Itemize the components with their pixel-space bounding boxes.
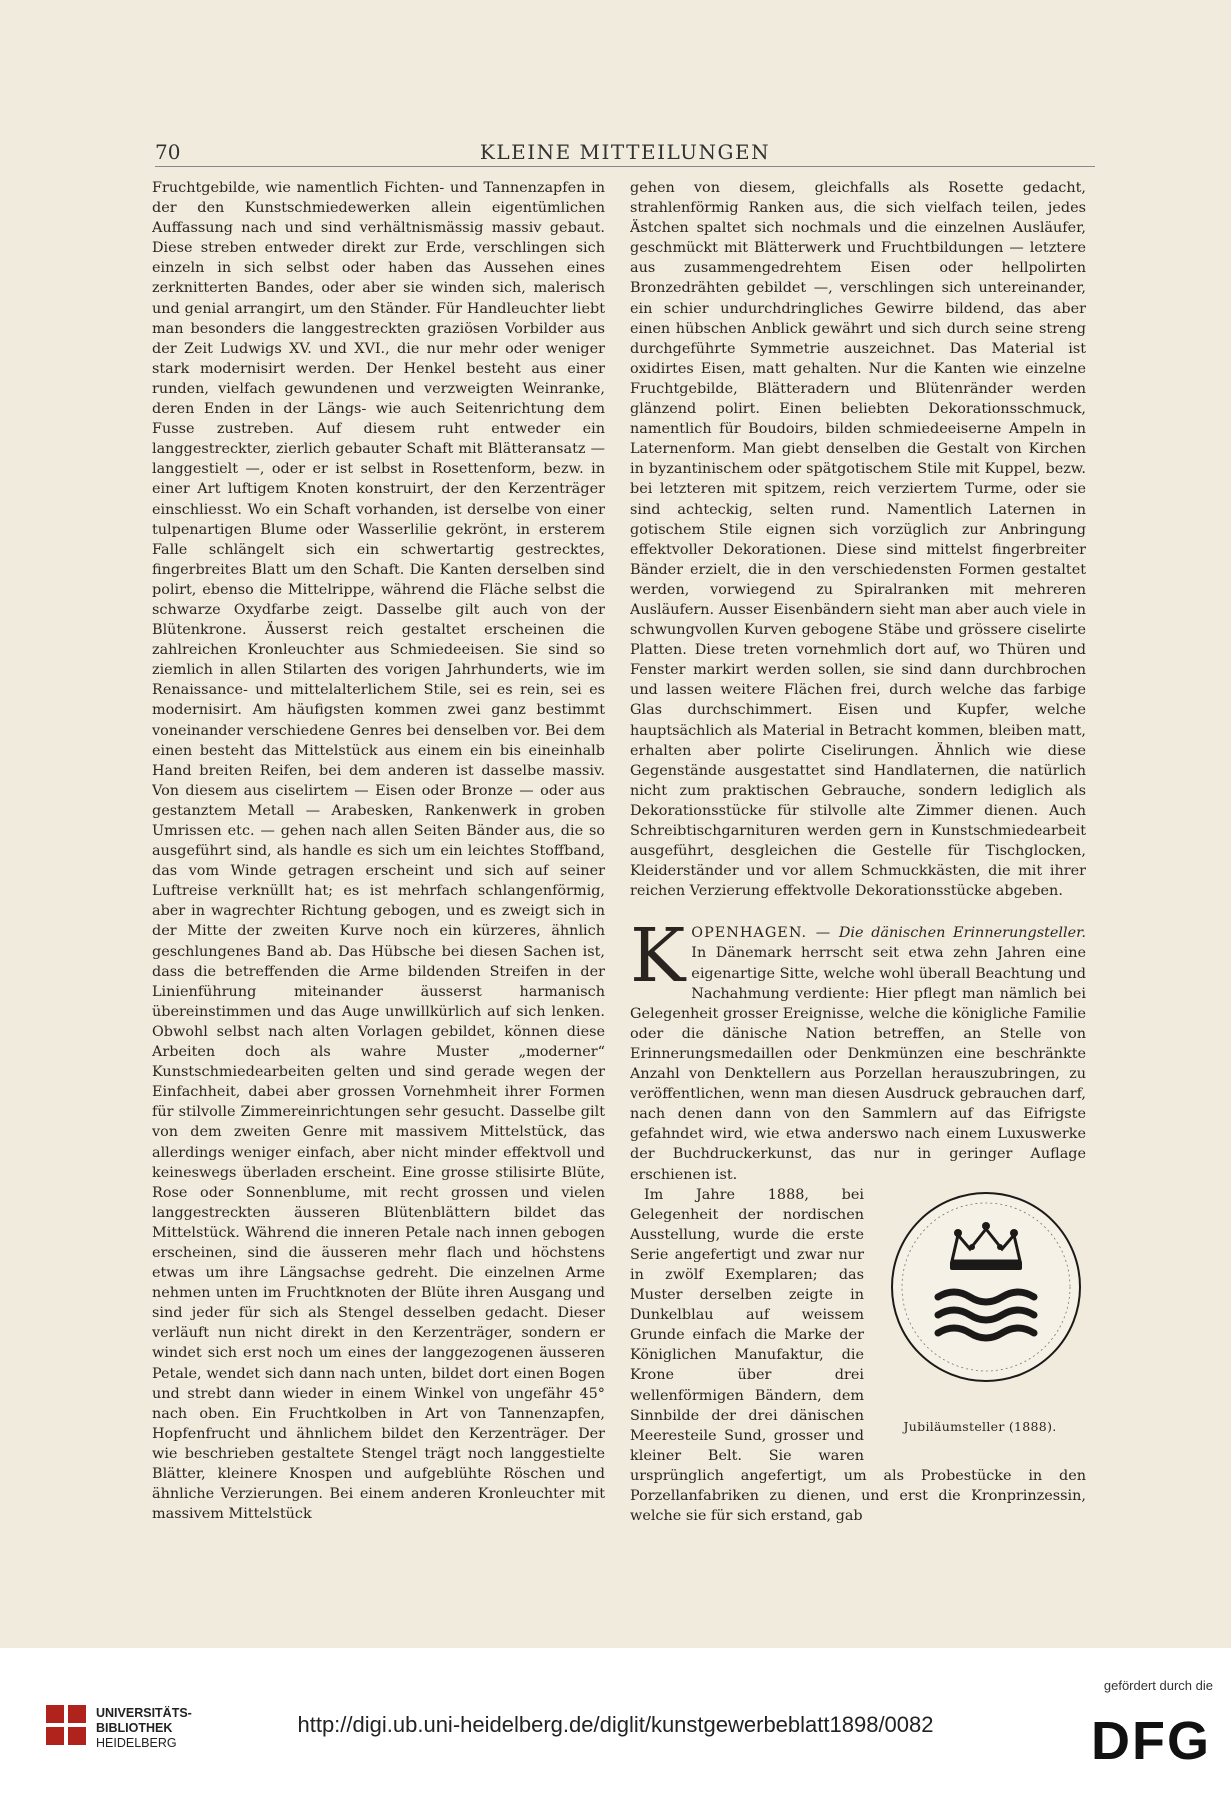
right-column	[630, 178, 1086, 1536]
left-column	[152, 178, 605, 1536]
article-copenhagen	[630, 913, 1086, 1184]
figure-caption: Jubiläumsteller (1888).	[903, 1418, 1057, 1434]
digitization-footer	[0, 1648, 1231, 1798]
page-number: 70	[155, 140, 181, 164]
right-paragraph: gehen von diesem, gleichfalls als Rosette gedacht, strahlenförmig Ranken aus, die sich vielfach teilen, jedes Ästchen spaltet sich nochmals und die einzelnen Ausläufer, geschmückt mit Blätterwerk und Fruchtbildungen — letztere aus zusammengedrehtem Eisen oder hellpolirten Bronzedrähten gebildet —, verschlingen sich untereinander, ein schier undurchdringliches Gewirre bildend, das aber einen hübschen Anblick gewährt und sich durch seine streng durchgeführte Symmetrie auszeichnet. Das Material ist oxidirtes Eisen, matt gehalten. Nur die Kanten wie einzelne Fruchtgebilde, Blätteradern und Blütenränder werden glänzend polirt. Einen beliebten Dekorationsschmuck, namentlich für Boudoirs, bilden schmiedeeiserne Ampeln in Laternenform. Man giebt denselben die Gestalt von Kirchen in byzantinischem oder spätgotischem Stile mit Kuppel, bezw. bei letzteren mit spitzem, reich verziertem Turme, oder sie sind achteckig, selten rund. Namentlich Laternen in gotischem Stile eignen sich vorzüglich zur Anbringung effektvoller Dekorationen. Diese sind mittelst fingerbreiter Bänder erzielt, die in den verschiedensten Formen gestaltet werden, vorwiegend zu Spiralranken mit mehreren Ausläufern. Ausser Eisenbändern sieht man aber auch viele in schwungvollen Kurven gebogene Stäbe und grössere ciselirte Platten. Diese treten vornehmlich dort auf, wo Thüren und Fenster markirt werden sollen, sie sind dann durchbrochen und lassen weitere Flächen frei, durch welche das farbige Glas durchschimmert. Eisen und Kupfer, welche hauptsächlich als Material in Betracht kommen, bleiben matt, erhalten aber polirte Ciselirungen. Ähnlich wie diese Gegenstände ausgestattet sind Handlaternen, die natürlich nicht zum praktischen Gebrauche, sondern lediglich als Dekorationsstücke für stilvolle alte Zimmer dienen. Auch Schreibtischgarnituren werden gern in Kunstschmiedearbeit ausgeführt, desgleichen die Gestelle für Tischglocken, Kleiderständer und vor allem Schmuckkästen, die mit ihrer reichen Verzierung effektvolle Dekorationsstücke abgeben.	[630, 180, 1086, 900]
header-rule	[155, 166, 1095, 167]
funding-note: gefördert durch die	[1103, 1678, 1213, 1693]
left-paragraph: Fruchtgebilde, wie namentlich Fichten- und Tannenzapfen in der den Kunstschmiedewerken allein eigentümlichen Auffassung nach und sind verhältnismässig massiv gebaut. Diese streben entweder direkt zur Erde, verschlingen sich einzeln in sich selbst oder haben das Aussehen eines zerknitterten Bandes, oder aber sie winden sich, malerisch und genial arrangirt, um den Ständer. Für Handleuchter liebt man besonders die langgestreckten graziösen Vorbilder aus der Zeit Ludwigs XV. und XVI., die nur mehr oder weniger stark modernisirt werden. Der Henkel besteht aus einer runden, vielfach gewundenen und verzweigten Weinranke, deren Enden in der Längs- wie auch Seitenrichtung dem Fusse zustreben. Auf diesem ruht entweder ein langgestreckter, zierlich gebauter Schaft mit Blätteransatz — langgestielt —, oder er ist selbst in Rosettenform, bezw. in einer Art luftigem Knoten konstruirt, der den Kerzenträger einschliesst. Wo ein Schaft vorhanden, ist derselbe von einer tulpenartigen Blume oder Wasserlilie gekrönt, in ersterem Falle schlängelt sich ein schwertartig gestrecktes, fingerbreites Blatt um den Schaft. Die Kanten derselben sind polirt, ebenso die Mittelrippe, während die Fläche selbst die schwarze Oxydfarbe zeigt. Dasselbe gilt auch von der Blütenkrone. Äusserst reich gestaltet erscheinen die zahlreichen Kronleuchter aus Schmiedeeisen. Sie sind so ziemlich in allen Stilarten des vorigen Jahrhunderts, wie im Renaissance- und mittelalterlichem Stile, sei es rein, sei es modernisirt. Am häufigsten kommen zwei ganz bestimmt voneinander verschiedene Genres bei denselben vor. Bei dem einen besteht das Mittelstück aus einem ein bis eineinhalb Hand breiten Reifen, bei dem anderen ist dasselbe massiv. Von diesem aus ciselirtem — Eisen oder Bronze — oder aus gestanztem Metall — Arabesken, Rankenwerk in groben Umrissen etc. — gehen nach allen Seiten Bänder aus, die so ausgeführt sind, als handle es sich um ein leichtes Stoffband, das vom Winde getragen erscheint und sich auf seiner Luftreise verknüllt hat; es ist mehrfach schlangenförmig, aber in wagrechter Richtung gebogen, und es zweigt sich in der Mitte der zweiten Kurve noch ein kürzeres, ähnlich geschlungenes Band ab. Das Hübsche bei diesen Sachen ist, dass die betreffenden die Arme bildenden Streifen in der Linienführung miteinander äusserst harmanisch übereinstimmen und das Auge unwillkürlich auf sich lenken. Obwohl selbst nach alten Vorlagen gebildet, können diese Arbeiten doch als wahre Muster „moderner“ Kunstschmiedearbeiten gelten und sind gerade wegen der Einfachheit, dabei aber grossen Vornehmheit ihrer Formen für stilvolle Zimmereinrichtungen sehr gesucht. Dasselbe gilt von dem zweiten Genre mit massivem Mittelstück, das allerdings weniger einfach, aber nicht minder effektvoll und keineswegs überladen erscheint. Eine grosse stilisirte Blüte, Rose oder Sonnenblume, mit recht grossen und vielen langgestreckten äusseren Blütenblättern bildet das Mittelstück. Während die inneren Petale nach innen gebogen erscheinen, sind die äusseren mehr flach und höchstens etwas um ihre Längsachse gedreht. Die einzelnen Arme nehmen unten im Fruchtknoten der Blüte ihren Ausgang und sind jeder für sich als Stengel desselben gedacht. Dieser verläuft nun nicht direkt in den Kerzenträger, sondern er windet sich erst noch um eines der langgezogenen äusseren Petale, wendet sich dann nach unten, bildet dort einen Bogen und strebt dann wieder in einem Winkel von ungefähr 45° nach oben. Ein Fruchtkolben in Art von Tannenzapfen, Hopfenfrucht und ähnlichem bildet den Kerzenträger. Der wie beschrieben gestaltete Stengel trägt noch langgestielte Blätter, kleinere Knospen und aufgeblühte Röschen und ähnliche Verzierungen. Bei einem anderen Kronleuchter mit massivem Mittelstück	[152, 180, 605, 1523]
jubilee-plate-illustration	[888, 1189, 1084, 1385]
article-heading: OPENHAGEN. —	[691, 925, 832, 942]
plate-figure	[874, 1189, 1086, 1457]
article-paragraph-1: In Dänemark herrscht seit etwa zehn Jahren eine eigenartige Sitte, welche wohl überall Beachtung und Nachahmung verdiente: Hier pflegt man nämlich bei Gelegenheit grosser Ereignisse, welche die königliche Familie oder die dänische Nation betreffen, an Stelle von Erinnerungsmedaillen oder Denkmünzen eine beschränkte Anzahl von Denktellern aus Porzellan herauszubringen, zu veröffentlichen, wenn man diesen Ausdruck gebrauchen darf, nach denen dann von den Sammlern auf das Eifrigste gefahndet wird, wie etwa anderswo nach einem Luxuswerke der Buchdruckerkunst, das nur in geringer Auflage erschienen ist.	[630, 945, 1086, 1183]
library-line-2: BIBLIOTHEK	[96, 1721, 173, 1735]
running-title: KLEINE MITTEILUNGEN	[479, 140, 771, 164]
source-url[interactable]: http://digi.ub.uni-heidelberg.de/diglit/kunstgewerbeblatt1898/0082	[297, 1712, 934, 1737]
dfg-logo: DFG	[1091, 1711, 1211, 1771]
article-title: Die dänischen Erinnerungsteller.	[838, 925, 1086, 942]
article-paragraph-2: Im Jahre 1888, bei Gelegenheit der nordischen Ausstellung, wurde die erste Serie angefertigt und zwar nur in zwölf Exemplaren; das Muster derselben zeigte in Dunkelblau auf weissem Grunde einfach die Marke der Königlichen Manufaktur, die Krone über drei wellenförmigen Bändern, dem Sinnbilde der drei dänischen Meeresteile Sund, grosser und kleiner Belt. Sie waren ursprünglich angefertigt, um als Probestücke in den Porzellanfabriken zu dienen, und erst die Kronprinzessin, welche sie für sich erstand, gab	[630, 1186, 1086, 1525]
drop-cap: K	[630, 913, 686, 1000]
library-line-3: HEIDELBERG	[96, 1736, 177, 1750]
article-gap	[630, 901, 1086, 923]
library-line-1: UNIVERSITÄTS-	[96, 1706, 192, 1720]
